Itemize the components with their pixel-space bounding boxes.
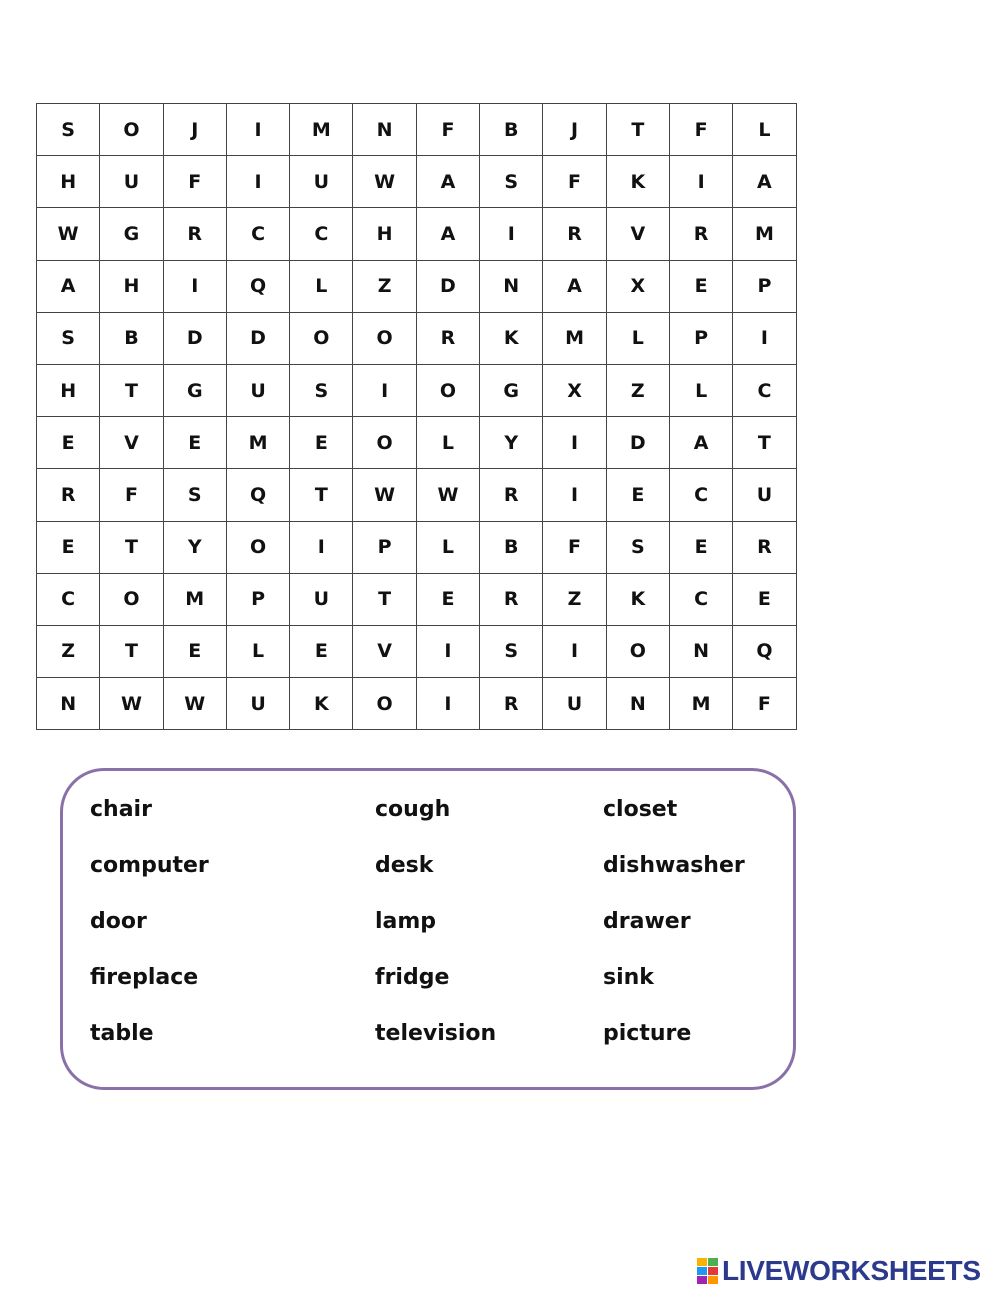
grid-cell[interactable]: F bbox=[733, 678, 796, 730]
grid-cell[interactable]: N bbox=[480, 260, 543, 312]
grid-cell[interactable]: O bbox=[353, 417, 416, 469]
grid-cell[interactable]: Z bbox=[606, 364, 669, 416]
grid-cell[interactable]: E bbox=[37, 417, 100, 469]
logo-text: LIVEWORKSHEETS bbox=[722, 1255, 981, 1286]
grid-cell[interactable]: O bbox=[290, 312, 353, 364]
grid-cell[interactable]: G bbox=[480, 364, 543, 416]
grid-cell[interactable]: L bbox=[416, 521, 479, 573]
grid-cell[interactable]: T bbox=[606, 104, 669, 156]
grid-cell[interactable]: I bbox=[226, 104, 289, 156]
grid-cell[interactable]: T bbox=[290, 469, 353, 521]
grid-cell[interactable]: M bbox=[543, 312, 606, 364]
grid-cell[interactable]: O bbox=[226, 521, 289, 573]
grid-cell[interactable]: W bbox=[416, 469, 479, 521]
grid-cell[interactable]: M bbox=[669, 678, 732, 730]
grid-cell[interactable]: C bbox=[669, 573, 732, 625]
grid-cell[interactable]: I bbox=[226, 156, 289, 208]
grid-row bbox=[37, 312, 797, 364]
grid-cell[interactable]: S bbox=[37, 312, 100, 364]
grid-cell[interactable]: T bbox=[100, 625, 163, 677]
grid-cell[interactable]: X bbox=[606, 260, 669, 312]
grid-cell[interactable]: W bbox=[353, 469, 416, 521]
grid-row bbox=[37, 104, 797, 156]
grid-cell[interactable]: P bbox=[353, 521, 416, 573]
grid-cell[interactable]: U bbox=[290, 573, 353, 625]
word-list-item: desk bbox=[375, 853, 434, 878]
grid-cell[interactable]: J bbox=[543, 104, 606, 156]
grid-cell[interactable]: E bbox=[290, 625, 353, 677]
word-list-item: picture bbox=[603, 1021, 692, 1046]
grid-cell[interactable]: S bbox=[290, 364, 353, 416]
grid-cell[interactable]: E bbox=[669, 260, 732, 312]
grid-cell[interactable]: F bbox=[543, 521, 606, 573]
grid-cell[interactable]: M bbox=[163, 573, 226, 625]
grid-cell[interactable]: I bbox=[733, 312, 796, 364]
grid-row bbox=[37, 469, 797, 521]
word-list-item: closet bbox=[603, 797, 678, 822]
grid-cell[interactable]: A bbox=[416, 156, 479, 208]
word-list-item: cough bbox=[375, 797, 451, 822]
grid-cell[interactable]: W bbox=[37, 208, 100, 260]
grid-cell[interactable]: N bbox=[37, 678, 100, 730]
liveworksheets-logo-icon bbox=[697, 1258, 719, 1284]
grid-cell[interactable]: R bbox=[669, 208, 732, 260]
grid-cell[interactable]: M bbox=[733, 208, 796, 260]
word-list-item: table bbox=[90, 1021, 154, 1046]
grid-cell[interactable]: O bbox=[353, 678, 416, 730]
word-list-item: drawer bbox=[603, 909, 691, 934]
grid-cell[interactable]: Z bbox=[353, 260, 416, 312]
grid-cell[interactable]: N bbox=[353, 104, 416, 156]
grid-cell[interactable]: I bbox=[543, 625, 606, 677]
grid-cell[interactable]: I bbox=[290, 521, 353, 573]
grid-cell[interactable]: W bbox=[353, 156, 416, 208]
grid-cell[interactable]: H bbox=[100, 260, 163, 312]
grid-cell[interactable]: O bbox=[416, 364, 479, 416]
grid-cell[interactable]: C bbox=[290, 208, 353, 260]
grid-cell[interactable]: T bbox=[353, 573, 416, 625]
grid-cell[interactable]: E bbox=[416, 573, 479, 625]
grid-cell[interactable]: V bbox=[100, 417, 163, 469]
grid-cell[interactable]: W bbox=[100, 678, 163, 730]
grid-cell[interactable]: P bbox=[669, 312, 732, 364]
grid-cell[interactable]: N bbox=[606, 678, 669, 730]
grid-cell[interactable]: O bbox=[100, 104, 163, 156]
grid-row bbox=[37, 156, 797, 208]
grid-cell[interactable]: Y bbox=[163, 521, 226, 573]
grid-cell[interactable]: R bbox=[163, 208, 226, 260]
grid-cell[interactable]: S bbox=[480, 156, 543, 208]
grid-cell[interactable]: R bbox=[480, 573, 543, 625]
grid-cell[interactable]: E bbox=[733, 573, 796, 625]
grid-cell[interactable]: I bbox=[163, 260, 226, 312]
grid-cell[interactable]: L bbox=[290, 260, 353, 312]
grid-cell[interactable]: D bbox=[606, 417, 669, 469]
grid-cell[interactable]: F bbox=[669, 104, 732, 156]
grid-cell[interactable]: A bbox=[543, 260, 606, 312]
grid-cell[interactable]: U bbox=[290, 156, 353, 208]
grid-cell[interactable]: F bbox=[100, 469, 163, 521]
grid-cell[interactable]: F bbox=[163, 156, 226, 208]
grid-cell[interactable]: L bbox=[733, 104, 796, 156]
grid-cell[interactable]: B bbox=[480, 521, 543, 573]
grid-row bbox=[37, 364, 797, 416]
grid-cell[interactable]: C bbox=[37, 573, 100, 625]
grid-cell[interactable]: A bbox=[37, 260, 100, 312]
grid-cell[interactable]: O bbox=[100, 573, 163, 625]
grid-cell[interactable]: K bbox=[606, 156, 669, 208]
grid-cell[interactable]: C bbox=[669, 469, 732, 521]
grid-cell[interactable]: C bbox=[226, 208, 289, 260]
grid-cell[interactable]: V bbox=[353, 625, 416, 677]
grid-cell[interactable]: Y bbox=[480, 417, 543, 469]
grid-cell[interactable]: B bbox=[100, 312, 163, 364]
grid-cell[interactable]: I bbox=[416, 625, 479, 677]
grid-cell[interactable]: C bbox=[733, 364, 796, 416]
grid-cell[interactable]: E bbox=[606, 469, 669, 521]
grid-cell[interactable]: A bbox=[733, 156, 796, 208]
grid-cell[interactable]: I bbox=[669, 156, 732, 208]
grid-row bbox=[37, 625, 797, 677]
word-list-item: fridge bbox=[375, 965, 450, 990]
grid-cell[interactable]: E bbox=[163, 625, 226, 677]
word-list-item: computer bbox=[90, 853, 209, 878]
grid-cell[interactable]: E bbox=[37, 521, 100, 573]
grid-cell[interactable]: L bbox=[669, 364, 732, 416]
grid-cell[interactable]: R bbox=[416, 312, 479, 364]
word-list-item: dishwasher bbox=[603, 853, 745, 878]
grid-cell[interactable]: I bbox=[543, 469, 606, 521]
word-list-box bbox=[60, 768, 796, 1090]
grid-row bbox=[37, 521, 797, 573]
grid-cell[interactable]: G bbox=[163, 364, 226, 416]
liveworksheets-logo bbox=[697, 1254, 981, 1288]
grid-cell[interactable]: O bbox=[353, 312, 416, 364]
grid-cell[interactable]: Z bbox=[37, 625, 100, 677]
grid-cell[interactable]: U bbox=[100, 156, 163, 208]
word-list-item: fireplace bbox=[90, 965, 199, 990]
grid-cell[interactable]: R bbox=[733, 521, 796, 573]
grid-cell[interactable]: D bbox=[163, 312, 226, 364]
grid-cell[interactable]: R bbox=[543, 208, 606, 260]
grid-cell[interactable]: U bbox=[733, 469, 796, 521]
grid-cell[interactable]: K bbox=[290, 678, 353, 730]
grid-row bbox=[37, 208, 797, 260]
grid-cell[interactable]: A bbox=[416, 208, 479, 260]
grid-cell[interactable]: J bbox=[163, 104, 226, 156]
grid-cell[interactable]: S bbox=[37, 104, 100, 156]
grid-cell[interactable]: W bbox=[163, 678, 226, 730]
grid-cell[interactable]: V bbox=[606, 208, 669, 260]
grid-cell[interactable]: Q bbox=[226, 469, 289, 521]
grid-cell[interactable]: F bbox=[543, 156, 606, 208]
grid-cell[interactable]: U bbox=[226, 364, 289, 416]
grid-cell[interactable]: I bbox=[416, 678, 479, 730]
grid-cell[interactable]: Q bbox=[733, 625, 796, 677]
grid-cell[interactable]: M bbox=[226, 417, 289, 469]
grid-cell[interactable]: O bbox=[606, 625, 669, 677]
grid-cell[interactable]: G bbox=[100, 208, 163, 260]
word-list-item: lamp bbox=[375, 909, 437, 934]
grid-cell[interactable]: T bbox=[100, 521, 163, 573]
grid-cell[interactable]: R bbox=[480, 678, 543, 730]
grid-cell[interactable]: M bbox=[290, 104, 353, 156]
grid-cell[interactable]: A bbox=[669, 417, 732, 469]
grid-cell[interactable]: R bbox=[480, 469, 543, 521]
grid-cell[interactable]: T bbox=[100, 364, 163, 416]
grid-cell[interactable]: X bbox=[543, 364, 606, 416]
word-search-grid bbox=[36, 103, 797, 730]
grid-cell[interactable]: L bbox=[606, 312, 669, 364]
grid-row bbox=[37, 573, 797, 625]
grid-cell[interactable]: S bbox=[606, 521, 669, 573]
word-list-item: door bbox=[90, 909, 147, 934]
grid-cell[interactable]: U bbox=[226, 678, 289, 730]
grid-cell[interactable]: E bbox=[163, 417, 226, 469]
grid-cell[interactable]: F bbox=[416, 104, 479, 156]
grid-cell[interactable]: L bbox=[226, 625, 289, 677]
grid-cell[interactable]: N bbox=[669, 625, 732, 677]
grid-cell[interactable]: I bbox=[353, 364, 416, 416]
grid-cell[interactable]: T bbox=[733, 417, 796, 469]
grid-cell[interactable]: E bbox=[669, 521, 732, 573]
grid-cell[interactable]: Z bbox=[543, 573, 606, 625]
grid-cell[interactable]: Q bbox=[226, 260, 289, 312]
grid-cell[interactable]: I bbox=[480, 208, 543, 260]
grid-cell[interactable]: H bbox=[37, 364, 100, 416]
grid-cell[interactable]: R bbox=[37, 469, 100, 521]
grid-cell[interactable]: B bbox=[480, 104, 543, 156]
grid-cell[interactable]: H bbox=[37, 156, 100, 208]
grid-cell[interactable]: K bbox=[480, 312, 543, 364]
grid-cell[interactable]: P bbox=[226, 573, 289, 625]
grid-cell[interactable]: S bbox=[480, 625, 543, 677]
word-list-item: television bbox=[375, 1021, 497, 1046]
grid-cell[interactable]: D bbox=[226, 312, 289, 364]
grid-cell[interactable]: K bbox=[606, 573, 669, 625]
grid-cell[interactable]: S bbox=[163, 469, 226, 521]
grid-cell[interactable]: H bbox=[353, 208, 416, 260]
grid-row bbox=[37, 417, 797, 469]
grid-cell[interactable]: P bbox=[733, 260, 796, 312]
grid-cell[interactable]: D bbox=[416, 260, 479, 312]
grid-row bbox=[37, 678, 797, 730]
grid-row bbox=[37, 260, 797, 312]
grid-cell[interactable]: E bbox=[290, 417, 353, 469]
word-list-item: sink bbox=[603, 965, 654, 990]
word-list-item: chair bbox=[90, 797, 152, 822]
grid-cell[interactable]: L bbox=[416, 417, 479, 469]
grid-cell[interactable]: U bbox=[543, 678, 606, 730]
grid-cell[interactable]: I bbox=[543, 417, 606, 469]
